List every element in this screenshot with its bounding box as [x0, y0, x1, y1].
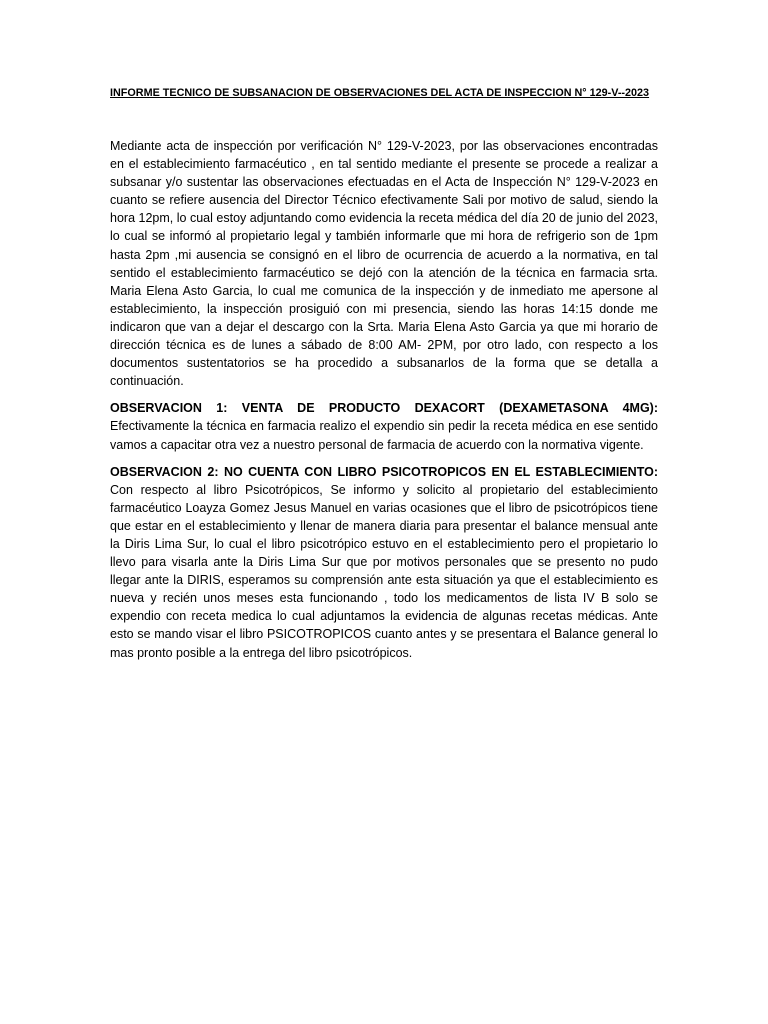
observation-1-paragraph — [110, 399, 658, 453]
observation-1-heading: OBSERVACION 1: VENTA DE PRODUCTO DEXACORT (DEXAMETASONA 4MG): — [110, 401, 658, 416]
observation-2-paragraph — [110, 463, 658, 662]
document-body — [110, 137, 658, 671]
document-title: INFORME TECNICO DE SUBSANACION DE OBSERVACIONES DEL ACTA DE INSPECCION N° 129-V--2023 — [110, 87, 650, 99]
observation-2-text: Con respecto al libro Psicotrópicos, Se informo y solicito al propietario del establecimiento farmacéutico Loayza Gomez Jesus Manuel en varias ocasiones que el libro de psicotrópicos tiene que estar en el establecimiento y llenar de manera diaria para presentar el balance mensual ante la Diris Lima Sur, lo cual el libro psicotrópico estuvo en el establecimiento pero el propietario lo llevo para visarla ante la Diris Lima Sur que por motivos personales que se presento no pudo llegar ante la DIRIS, esperamos su comprensión ante esta situación ya que el establecimiento es nueva y recién unos meses esta funcionando , todo los medicamentos de lista IV B solo se expendio con receta medica lo cual adjuntamos la evidencia de algunas recetas médicas. Ante esto se mando visar el libro PSICOTROPICOS cuanto antes y se presentara el Balance general lo mas pronto posible a la entrega del libro psicotrópicos. — [110, 482, 658, 660]
intro-paragraph: Mediante acta de inspección por verificación N° 129-V-2023, por las observaciones encontradas en el establecimiento farmacéutico , en tal sentido mediante el presente se procede a realizar a subsanar y/o sustentar las observaciones efectuadas en el Acta de Inspección N° 129-V-2023 en cuanto se refiere ausencia del Director Técnico efectivamente Sali por motivo de salud, siendo la hora 12pm, lo cual estoy adjuntando como evidencia la receta médica del día 20 de junio del 2023, lo cual se informó al propietario legal y también informarle que mi hora de refrigerio son de 1pm hasta 2pm ,mi ausencia se consignó en el libro de ocurrencia de acuerdo a la normativa, en tal sentido el establecimiento farmacéutico se dejó con la atención de la técnica en farmacia srta. Maria Elena Asto Garcia, lo cual me comunica de la inspección y de inmediato me apersone al establecimiento, la inspección prosiguió con mi presencia, siendo las horas 14:15 donde me indicaron que van a dejar el descargo con la Srta. Maria Elena Asto Garcia ya que mi horario de dirección técnica es de lunes a sábado de 8:00 AM- 2PM, por otro lado, con respecto a los documentos sustentatorios se ha procedido a subsanarlos de la forma que se detalla a continuación. — [110, 139, 658, 389]
observation-2-heading: OBSERVACION 2: NO CUENTA CON LIBRO PSICOTROPICOS EN EL ESTABLECIMIENTO: — [110, 464, 658, 479]
observation-1-text: Efectivamente la técnica en farmacia realizo el expendio sin pedir la receta médica en ese sentido vamos a capacitar otra vez a nuestro personal de farmacia de acuerdo con la normativa vigente. — [110, 419, 658, 452]
